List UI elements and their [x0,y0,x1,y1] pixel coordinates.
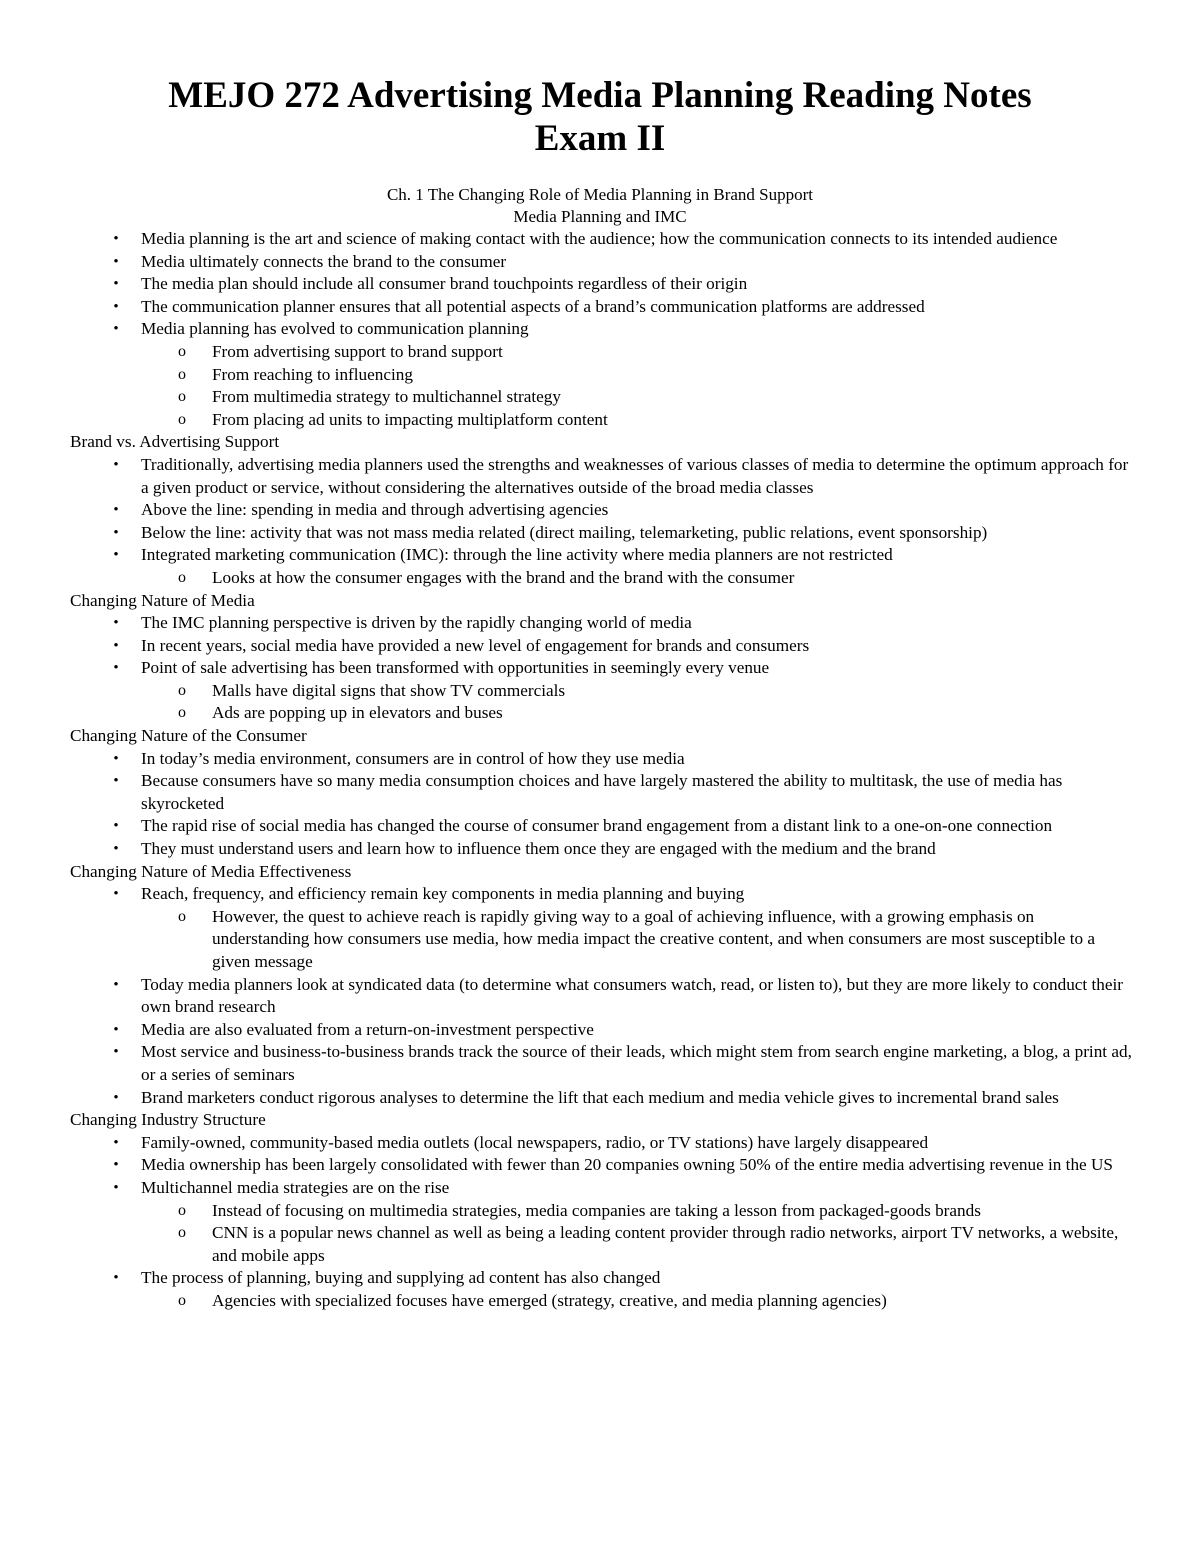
sub-bullet-marker: o [178,1201,186,1219]
sub-list-item-text: Ads are popping up in elevators and buses [212,703,503,723]
list-item-text: The IMC planning perspective is driven by the rapidly changing world of media [141,613,692,633]
bullet-marker: • [113,1134,119,1151]
sub-bullet-marker: o [178,681,186,699]
sub-bullet-list [141,1200,1132,1268]
sub-list-item [141,680,1132,703]
list-item-text: Brand marketers conduct rigorous analyses to determine the lift that each medium and media vehicle gives to incremental brand sales [141,1087,1059,1107]
bullet-marker: • [113,276,119,293]
list-item-text: Today media planners look at syndicated data (to determine what consumers watch, read, or listen to), but they are more likely to conduct their own brand research [141,974,1123,1017]
list-item [70,815,1132,838]
page-title [70,74,1130,160]
list-item [70,1019,1132,1042]
list-item [70,657,1132,725]
sub-bullet-marker: o [178,568,186,586]
sub-list-item-text: From placing ad units to impacting multiplatform content [212,409,608,429]
list-item [70,273,1132,296]
section-heading: Changing Industry Structure [70,1110,266,1130]
sub-list-item [141,386,1132,409]
list-item [70,318,1132,431]
list-item-text: Above the line: spending in media and through advertising agencies [141,500,609,520]
sub-bullet-marker: o [178,1291,186,1309]
list-item-text: The media plan should include all consumer brand touchpoints regardless of their origin [141,274,748,294]
bullet-marker: • [113,298,119,315]
list-item-text: Point of sale advertising has been transformed with opportunities in seemingly every venue [141,658,770,678]
section-heading: Brand vs. Advertising Support [70,432,280,452]
list-item-text: Below the line: activity that was not mass media related (direct mailing, telemarketing, public relations, event sponsorship) [141,522,988,542]
bullet-marker: • [113,615,119,632]
bullet-marker: • [113,1089,119,1106]
bullet-marker: • [113,524,119,541]
bullet-marker: • [113,818,119,835]
list-item-text: In today’s media environment, consumers are in control of how they use media [141,748,685,768]
sub-bullet-marker: o [178,704,186,722]
list-item [70,974,1132,1019]
sub-list-item [141,1200,1132,1223]
list-item [70,1177,1132,1267]
list-item [70,1087,1132,1110]
list-item [70,748,1132,771]
section-heading: Changing Nature of the Consumer [70,726,307,746]
list-item [70,544,1132,589]
bullet-marker: • [113,321,119,338]
bullet-marker: • [113,1157,119,1174]
bullet-marker: • [113,1179,119,1196]
section-heading: Changing Nature of Media [70,590,255,610]
list-item [70,883,1132,973]
sub-bullet-marker: o [178,1224,186,1242]
bullet-list [70,883,1132,1109]
notes-body [70,228,1132,1313]
bullet-list [70,1132,1132,1313]
section-title: Media Planning and IMC [513,207,687,226]
list-item-text: Media are also evaluated from a return-on-investment perspective [141,1019,594,1039]
list-item [70,228,1132,251]
list-item-text: The communication planner ensures that all potential aspects of a brand’s communication platforms are addressed [141,296,925,316]
sub-list-item-text: However, the quest to achieve reach is rapidly giving way to a goal of achieving influence, with a growing emphasis on understanding how consumers use media, how media impact the creative content, and when consumers are most susceptible to a given message [212,906,1095,971]
bullet-list [70,748,1132,861]
bullet-list [70,612,1132,725]
sub-bullet-marker: o [178,342,186,360]
sub-bullet-marker: o [178,388,186,406]
sub-list-item [141,567,1132,590]
list-item-text: Most service and business-to-business brands track the source of their leads, which might stem from search engine marketing, a blog, a print ad, or a series of seminars [141,1042,1132,1084]
list-item-text: Because consumers have so many media consumption choices and have largely mastered the ability to multitask, the use of media has skyrocketed [141,771,1063,813]
sub-list-item-text: Looks at how the consumer engages with the brand and the brand with the consumer [212,567,795,587]
section-heading: Changing Nature of Media Effectiveness [70,861,352,881]
sub-bullet-marker: o [178,907,186,925]
sub-list-item-text: Malls have digital signs that show TV commercials [212,680,566,700]
list-item [70,522,1132,545]
bullet-marker: • [113,976,119,993]
sub-list-item-text: From multimedia strategy to multichannel strategy [212,387,561,407]
bullet-marker: • [113,547,119,564]
bullet-marker: • [113,1044,119,1061]
sub-list-item [141,906,1132,974]
chapter-heading: Ch. 1 The Changing Role of Media Planning in Brand Support [386,185,814,204]
sub-list-item-text: From advertising support to brand support [212,341,503,361]
list-item [70,635,1132,658]
list-item-text: Media planning is the art and science of making contact with the audience; how the communication connects to its intended audience [141,229,1058,248]
list-item-text: Traditionally, advertising media planners used the strengths and weaknesses of various classes of media to determine the optimum approach for a given product or service, without considering the alternatives outside of the broad media classes [141,454,1129,497]
sub-bullet-list [141,341,1132,431]
list-item [70,838,1132,861]
sub-list-item [141,1222,1132,1267]
list-item-text: Multichannel media strategies are on the rise [141,1177,450,1197]
sub-list-item [141,702,1132,725]
sub-bullet-list [141,906,1132,974]
list-item-text: Media ownership has been largely consolidated with fewer than 20 companies owning 50% of the entire media advertising revenue in the US [141,1155,1113,1175]
sub-list-item [141,409,1132,432]
bullet-marker: • [113,886,119,903]
list-item [70,770,1132,815]
sub-list-item-text: Agencies with specialized focuses have emerged (strategy, creative, and media planning agencies) [212,1290,887,1310]
list-item-text: They must understand users and learn how to influence them once they are engaged with the medium and the brand [141,839,936,859]
bullet-marker: • [113,253,119,270]
bullet-list [70,228,1132,431]
list-item [70,1267,1132,1312]
bullet-marker: • [113,637,119,654]
sub-list-item-text: Instead of focusing on multimedia strategies, media companies are taking a lesson from packaged-goods brands [212,1200,981,1220]
list-item-text: Media planning has evolved to communication planning [141,319,529,339]
title-line-1: MEJO 272 Advertising Media Planning Reading Notes [168,75,1032,116]
list-item-text: Integrated marketing communication (IMC): through the line activity where media planners are not restricted [141,545,893,565]
sub-bullet-marker: o [178,410,186,428]
list-item-text: In recent years, social media have provided a new level of engagement for brands and consumers [141,635,810,655]
sub-bullet-list [141,567,1132,590]
sub-bullet-marker: o [178,365,186,383]
list-item [70,454,1132,499]
bullet-marker: • [113,750,119,767]
sub-list-item [141,364,1132,387]
bullet-marker: • [113,660,119,677]
list-item-text: The rapid rise of social media has changed the course of consumer brand engagement from a distant link to a one-on-one connection [141,816,1053,836]
bullet-marker: • [113,1270,119,1287]
bullet-list [70,454,1132,590]
sub-bullet-list [141,680,1132,725]
sub-list-item [141,341,1132,364]
sub-list-item-text: From reaching to influencing [212,364,413,384]
sub-list-item [141,1290,1132,1313]
list-item-text: Media ultimately connects the brand to the consumer [141,251,507,271]
bullet-marker: • [113,231,119,247]
sub-list-item-text: CNN is a popular news channel as well as being a leading content provider through radio networks, airport TV networks, a website, and mobile apps [212,1223,1119,1265]
list-item-text: Reach, frequency, and efficiency remain key components in media planning and buying [141,884,745,904]
list-item [70,296,1132,319]
bullet-marker: • [113,841,119,858]
list-item-text: The process of planning, buying and supplying ad content has also changed [141,1268,661,1288]
bullet-marker: • [113,456,119,473]
list-item-text: Family-owned, community-based media outlets (local newspapers, radio, or TV stations) have largely disappeared [141,1132,929,1152]
bullet-marker: • [113,1021,119,1038]
list-item [70,1041,1132,1086]
list-item [70,612,1132,635]
sub-bullet-list [141,1290,1132,1313]
title-line-2: Exam II [534,118,666,159]
list-item [70,499,1132,522]
list-item [70,251,1132,274]
bullet-marker: • [113,773,119,790]
list-item [70,1132,1132,1155]
bullet-marker: • [113,502,119,519]
list-item [70,1154,1132,1177]
